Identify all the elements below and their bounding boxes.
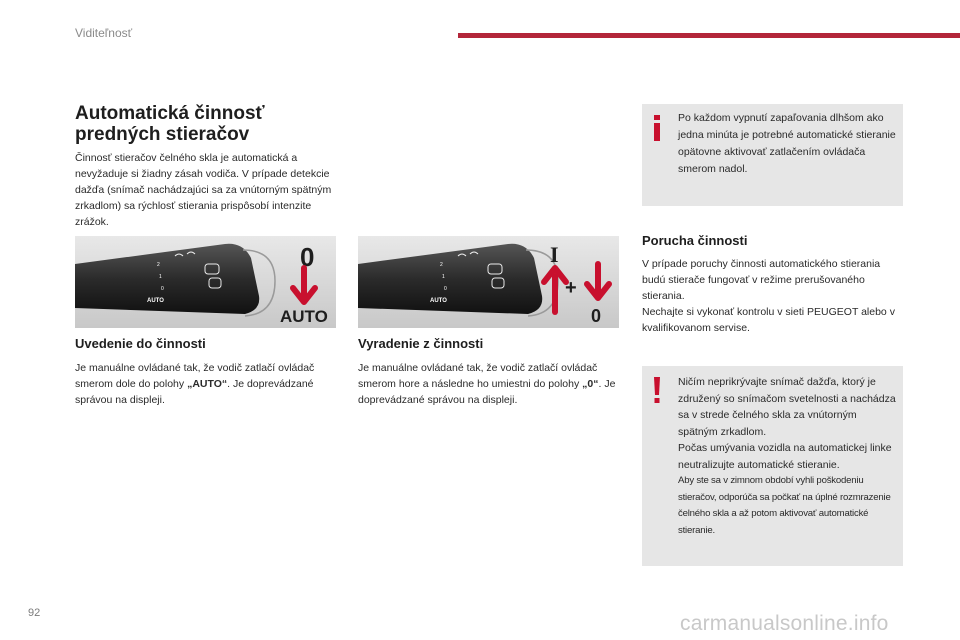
deactivation-text-after: . Je doprevádzané správou na displeji. bbox=[358, 378, 616, 406]
page-title-line-2: predných stieračov bbox=[75, 124, 250, 145]
position-zero-symbol-2: 0 bbox=[591, 306, 602, 326]
stalk-auto-label: AUTO bbox=[147, 298, 164, 304]
activation-heading: Uvedenie do činnosti bbox=[75, 336, 206, 351]
page-number: 92 bbox=[28, 607, 41, 619]
svg-text:1: 1 bbox=[159, 274, 162, 280]
warning-text-2: Počas umývania vozidla na automatickej linke neutralizujte automatické stieranie. bbox=[678, 442, 892, 471]
plus-symbol: + bbox=[565, 277, 577, 299]
svg-text:0: 0 bbox=[161, 286, 164, 292]
warning-note bbox=[642, 366, 903, 566]
stalk-auto-label-2: AUTO bbox=[430, 298, 447, 304]
svg-text:1: 1 bbox=[442, 274, 445, 280]
info-note-text: Po každom vypnutí zapaľovania dlhšom ako jedna minúta je potrebné automatické stieranie opätovne aktivovať zatlačením ovládača smerom nadol. bbox=[678, 112, 896, 175]
deactivation-text-before: Je manuálne ovládané tak, že vodič zatlačí ovládač smerom hore a následne ho umiestni do polohy bbox=[358, 362, 598, 390]
malfunction-heading: Porucha činnosti bbox=[642, 233, 748, 248]
malfunction-text-1: V prípade poruchy činnosti automatického stierania budú stierače fungovať v režime prerušovaného stierania. bbox=[642, 258, 881, 302]
activation-text bbox=[75, 360, 335, 408]
wiper-stalk-off-image bbox=[358, 236, 619, 328]
warning-note-text bbox=[678, 374, 896, 539]
exclamation-icon bbox=[650, 376, 664, 404]
page-title-line-1: Automatická činnosť bbox=[75, 103, 265, 124]
position-one-symbol: I bbox=[550, 242, 559, 267]
watermark: carmanualsonline.info bbox=[680, 612, 889, 635]
malfunction-text bbox=[642, 256, 904, 336]
warning-text-1: Ničím neprikrývajte snímač dažďa, ktorý je združený so snímačom svetelnosti a nachádza sa v strede čelného skla za vnútorným spätným zrkadlom. bbox=[678, 376, 896, 438]
info-note bbox=[642, 104, 903, 206]
svg-text:2: 2 bbox=[440, 262, 443, 268]
deactivation-position: „0“ bbox=[582, 378, 599, 390]
position-zero-symbol: 0 bbox=[300, 242, 315, 272]
position-auto-label: AUTO bbox=[280, 307, 328, 326]
svg-text:2: 2 bbox=[157, 262, 160, 268]
malfunction-text-2: Nechajte si vykonať kontrolu v sieti PEUGEOT alebo v kvalifikovanom servise. bbox=[642, 306, 895, 334]
activation-text-before: Je manuálne ovládané tak, že vodič zatlačí ovládač smerom dole do polohy bbox=[75, 362, 315, 390]
deactivation-text bbox=[358, 360, 620, 408]
page-title bbox=[75, 103, 265, 145]
activation-text-after: . Je doprevádzané správou na displeji. bbox=[75, 378, 314, 406]
chapter-title: Viditeľnosť bbox=[75, 26, 133, 40]
info-icon bbox=[650, 114, 664, 142]
wiper-stalk-auto-image bbox=[75, 236, 336, 328]
activation-position: „AUTO“ bbox=[187, 378, 228, 390]
svg-text:0: 0 bbox=[444, 286, 447, 292]
deactivation-heading: Vyradenie z činnosti bbox=[358, 336, 484, 351]
intro-paragraph: Činnosť stieračov čelného skla je automatická a nevyžaduje si žiadny zásah vodiča. V prípade detekcie dažďa (snímač nachádzajúci sa za vnútorným spätným zrkadlom) sa rýchlosť stierania prispôsobí intenzite zrážok. bbox=[75, 152, 332, 228]
header-accent-bar bbox=[458, 33, 960, 38]
warning-text-3: Aby ste sa v zimnom období vyhli poškodeniu stieračov, odporúča sa počkať na úplné rozmrazenie čelného skla a až potom aktivovať automatické stieranie. bbox=[678, 475, 891, 536]
